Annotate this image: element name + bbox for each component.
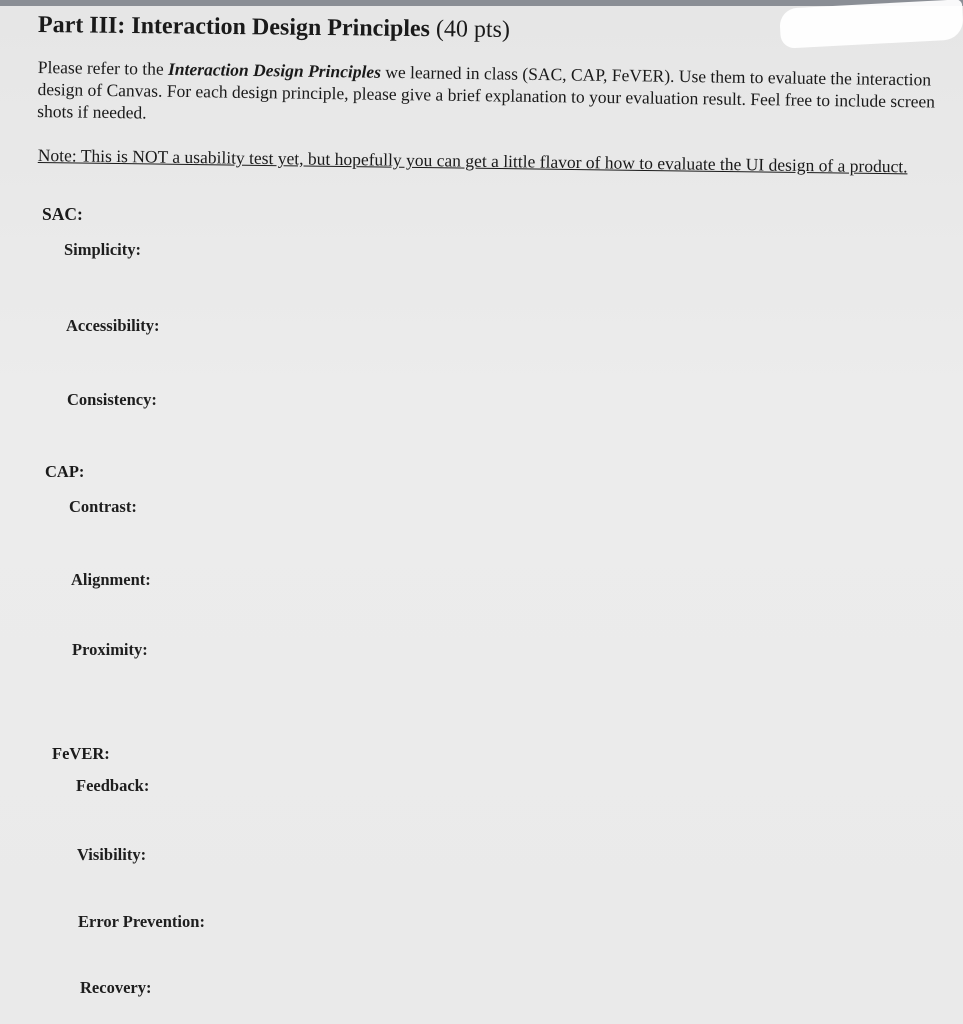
title-points: (40 pts) (435, 16, 511, 43)
section-label-fever: FeVER: (52, 744, 110, 763)
item-contrast: Contrast: (69, 497, 137, 516)
item-alignment: Alignment: (71, 570, 151, 589)
item-accessibility: Accessibility: (66, 316, 160, 335)
title-main: Part III: Interaction Design Principles (37, 12, 431, 43)
item-feedback: Feedback: (76, 776, 150, 795)
item-proximity: Proximity: (72, 640, 148, 659)
instructions-paragraph (37, 56, 963, 135)
note-paragraph: Note: This is NOT a usability test yet, but hopefully you can get a little flavor of how to evaluate the UI design of a product. (37, 144, 908, 177)
item-error-prevention: Error Prevention: (78, 912, 205, 931)
intro-emphasis: Interaction Design Principles (167, 58, 382, 82)
item-simplicity: Simplicity: (64, 240, 141, 259)
section-label-cap: CAP: (45, 462, 85, 481)
intro-before: Please refer to the (37, 56, 169, 79)
page-title (38, 12, 510, 44)
section-label-sac: SAC: (42, 204, 83, 224)
intro-after: we learned in class (SAC, CAP, FeVER). Use them to evaluate the interaction design of Canvas. For each design principle, please give a brief explanation to your evaluation result. Feel free to include screen shots if needed. (37, 61, 936, 123)
item-consistency: Consistency: (67, 390, 157, 409)
item-visibility: Visibility: (77, 845, 147, 864)
item-recovery: Recovery: (80, 978, 152, 997)
